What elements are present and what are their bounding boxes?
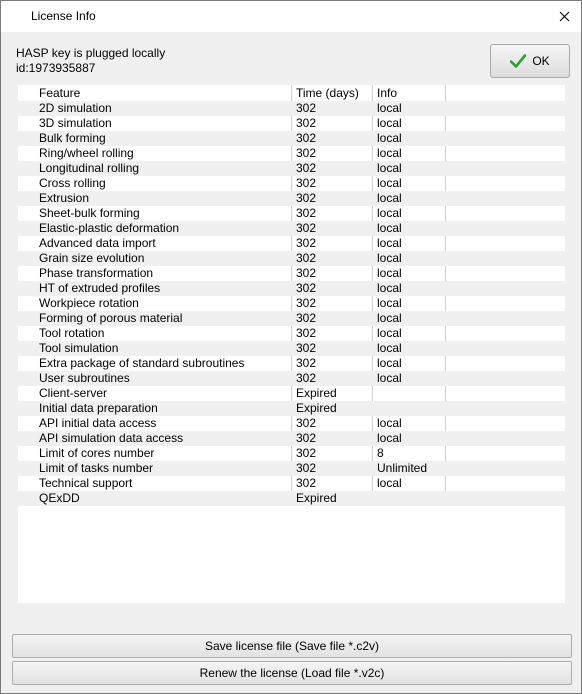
time-cell: 302 <box>296 326 317 340</box>
feature-cell: Longitudinal rolling <box>39 161 140 175</box>
table-row[interactable] <box>18 386 565 401</box>
feature-cell: API simulation data access <box>39 431 184 445</box>
table-row[interactable] <box>18 296 565 311</box>
license-table[interactable] <box>18 85 565 603</box>
window-title: License Info <box>31 9 96 23</box>
table-row[interactable] <box>18 371 565 386</box>
table-row[interactable] <box>18 491 565 506</box>
info-cell: local <box>377 131 402 145</box>
time-cell: 302 <box>296 116 317 130</box>
table-row[interactable] <box>18 101 565 116</box>
close-icon <box>559 11 570 22</box>
time-cell: 302 <box>296 296 317 310</box>
table-row[interactable] <box>18 416 565 431</box>
info-cell: local <box>377 341 402 355</box>
table-row[interactable] <box>18 191 565 206</box>
renew-license-label: Renew the license (Load file *.v2c) <box>199 666 385 680</box>
check-icon <box>510 54 526 68</box>
feature-cell: Tool simulation <box>39 341 119 355</box>
feature-cell: HT of extruded profiles <box>39 281 161 295</box>
feature-cell: Limit of tasks number <box>39 461 154 475</box>
time-cell: 302 <box>296 461 317 475</box>
feature-cell: Client-server <box>39 386 108 400</box>
time-cell: 302 <box>296 446 317 460</box>
table-row[interactable] <box>18 251 565 266</box>
time-cell: 302 <box>296 101 317 115</box>
feature-cell: Forming of porous material <box>39 311 183 325</box>
feature-cell: 3D simulation <box>39 116 112 130</box>
time-cell: 302 <box>296 161 317 175</box>
time-cell: 302 <box>296 236 317 250</box>
feature-cell: Workpiece rotation <box>39 296 139 310</box>
hasp-id-text: id:1973935887 <box>16 61 96 75</box>
info-cell: local <box>377 266 402 280</box>
feature-cell: Bulk forming <box>39 131 106 145</box>
info-cell: local <box>377 251 402 265</box>
time-cell: 302 <box>296 251 317 265</box>
table-row[interactable] <box>18 446 565 461</box>
time-cell: 302 <box>296 476 317 490</box>
feature-cell: Advanced data import <box>39 236 156 250</box>
feature-cell: 2D simulation <box>39 101 112 115</box>
time-cell: 302 <box>296 191 317 205</box>
table-row[interactable] <box>18 356 565 371</box>
info-cell: local <box>377 356 402 370</box>
feature-cell: Elastic-plastic deformation <box>39 221 180 235</box>
time-cell: 302 <box>296 146 317 160</box>
info-cell: local <box>377 101 402 115</box>
title-bar <box>1 1 581 32</box>
info-cell: local <box>377 281 402 295</box>
table-row[interactable] <box>18 326 565 341</box>
feature-cell: API initial data access <box>39 416 157 430</box>
header-time[interactable]: Time (days) <box>296 86 359 100</box>
time-cell: 302 <box>296 221 317 235</box>
feature-cell: Phase transformation <box>39 266 154 280</box>
header-feature[interactable]: Feature <box>39 86 81 100</box>
ok-button-label: OK <box>532 54 550 68</box>
info-cell: local <box>377 326 402 340</box>
table-row[interactable] <box>18 341 565 356</box>
time-cell: 302 <box>296 311 317 325</box>
feature-cell: Ring/wheel rolling <box>39 146 134 160</box>
feature-cell: Initial data preparation <box>39 401 158 415</box>
time-cell: 302 <box>296 341 317 355</box>
feature-cell: Extrusion <box>39 191 90 205</box>
table-row[interactable] <box>18 281 565 296</box>
time-cell: 302 <box>296 281 317 295</box>
info-cell: local <box>377 431 402 445</box>
table-row[interactable] <box>18 206 565 221</box>
time-cell: Expired <box>296 491 337 505</box>
table-row[interactable] <box>18 131 565 146</box>
table-row[interactable] <box>18 176 565 191</box>
table-row[interactable] <box>18 311 565 326</box>
time-cell: 302 <box>296 266 317 280</box>
feature-cell: Grain size evolution <box>39 251 145 265</box>
table-row[interactable] <box>18 401 565 416</box>
info-cell: local <box>377 296 402 310</box>
table-row[interactable] <box>18 236 565 251</box>
renew-license-button[interactable] <box>12 661 572 685</box>
info-cell: Unlimited <box>377 461 428 475</box>
info-cell: local <box>377 416 402 430</box>
info-cell: local <box>377 176 402 190</box>
table-row[interactable] <box>18 116 565 131</box>
hasp-info <box>16 46 165 76</box>
feature-cell: Limit of cores number <box>39 446 155 460</box>
time-cell: Expired <box>296 386 337 400</box>
table-row[interactable] <box>18 461 565 476</box>
feature-cell: Tool rotation <box>39 326 105 340</box>
info-cell: local <box>377 146 402 160</box>
info-cell: local <box>377 161 402 175</box>
save-license-label: Save license file (Save file *.c2v) <box>204 639 380 653</box>
feature-cell: Extra package of standard subroutines <box>39 356 245 370</box>
time-cell: 302 <box>296 371 317 385</box>
close-button[interactable] <box>553 5 575 27</box>
time-cell: 302 <box>296 176 317 190</box>
info-cell: local <box>377 206 402 220</box>
time-cell: 302 <box>296 416 317 430</box>
table-row[interactable] <box>18 161 565 176</box>
info-cell: local <box>377 371 402 385</box>
table-row[interactable] <box>18 431 565 446</box>
info-cell: local <box>377 236 402 250</box>
header-info[interactable]: Info <box>377 86 398 100</box>
info-cell: 8 <box>377 446 384 460</box>
ok-button[interactable] <box>490 44 570 78</box>
table-row[interactable] <box>18 146 565 161</box>
hasp-status-text: HASP key is plugged locally <box>16 46 166 60</box>
table-row[interactable] <box>18 221 565 236</box>
info-cell: local <box>377 311 402 325</box>
save-license-button[interactable] <box>12 634 572 658</box>
table-header-row <box>18 86 565 101</box>
time-cell: 302 <box>296 206 317 220</box>
feature-cell: User subroutines <box>39 371 130 385</box>
info-cell: local <box>377 476 402 490</box>
feature-cell: Cross rolling <box>39 176 106 190</box>
info-cell: local <box>377 221 402 235</box>
feature-cell: QExDD <box>39 491 80 505</box>
info-cell: local <box>377 191 402 205</box>
info-cell: local <box>377 116 402 130</box>
feature-cell: Technical support <box>39 476 133 490</box>
time-cell: 302 <box>296 131 317 145</box>
time-cell: Expired <box>296 401 337 415</box>
time-cell: 302 <box>296 431 317 445</box>
table-row[interactable] <box>18 476 565 491</box>
time-cell: 302 <box>296 356 317 370</box>
table-row[interactable] <box>18 266 565 281</box>
feature-cell: Sheet-bulk forming <box>39 206 140 220</box>
